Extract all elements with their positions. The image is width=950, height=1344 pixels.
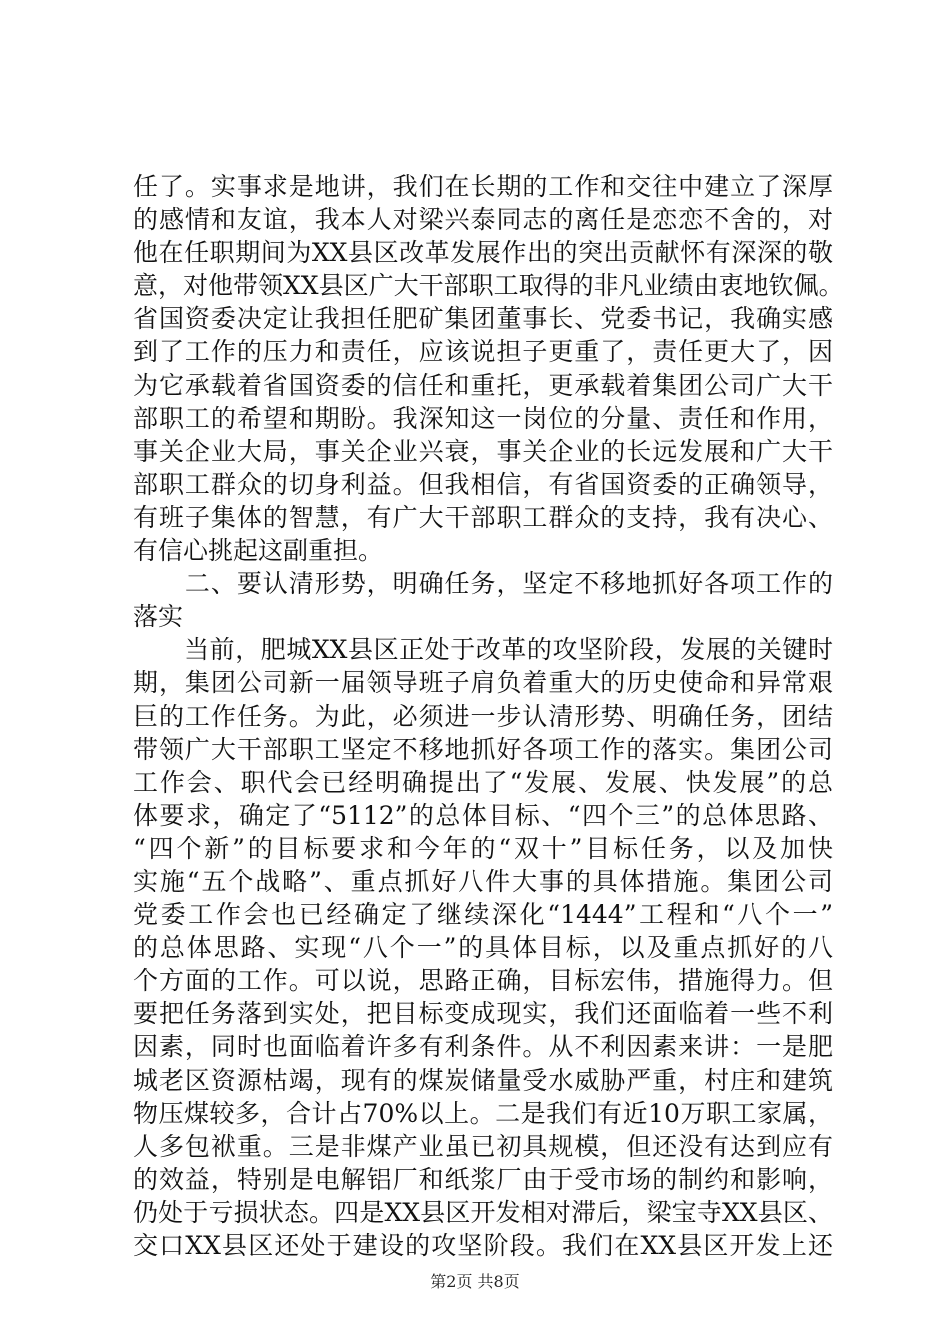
text-line: 部职工的希望和期盼。我深知这一岗位的分量、责任和作用， — [133, 403, 833, 433]
text-line: 意，对他带领XX县区广大干部职工取得的非凡业绩由衷地钦佩。 — [133, 271, 844, 301]
text-line: 事关企业大局，事关企业兴衰，事关企业的长远发展和广大干 — [133, 436, 833, 466]
text-line: 的总体思路、实现“八个一”的具体目标，以及重点抓好的八 — [133, 933, 833, 963]
text-line: 仍处于亏损状态。四是XX县区开发相对滞后，梁宝寺XX县区、 — [133, 1197, 833, 1227]
text-line: 部职工群众的切身利益。但我相信，有省国资委的正确领导， — [133, 469, 833, 499]
text-line: 他在任职期间为XX县区改革发展作出的突出贡献怀有深深的敬 — [133, 238, 833, 268]
page-footer: 第2页 共8页 — [430, 1272, 520, 1291]
text-line: 体要求，确定了“5112”的总体目标、“四个三”的总体思路、 — [133, 800, 833, 830]
text-line: 省国资委决定让我担任肥矿集团董事长、党委书记，我确实感 — [133, 304, 833, 334]
document-body — [133, 170, 844, 1262]
text-line: 有信心挑起这副重担。 — [133, 536, 384, 566]
text-line: 到了工作的压力和责任，应该说担子更重了，责任更大了，因 — [133, 337, 833, 367]
text-line: 当前，肥城XX县区正处于改革的攻坚阶段，发展的关键时 — [133, 635, 833, 665]
text-line: 落实 — [133, 602, 184, 632]
text-line: 个方面的工作。可以说，思路正确，目标宏伟，措施得力。但 — [133, 966, 833, 996]
text-line: 巨的工作任务。为此，必须进一步认清形势、明确任务，团结 — [133, 701, 833, 731]
text-line: 城老区资源枯竭，现有的煤炭储量受水威胁严重，村庄和建筑 — [133, 1065, 833, 1095]
text-line: 二、要认清形势，明确任务，坚定不移地抓好各项工作的 — [133, 569, 833, 599]
text-line: 物压煤较多，合计占70%以上。二是我们有近10万职工家属， — [133, 1098, 833, 1128]
text-line: 党委工作会也已经确定了继续深化“1444”工程和“八个一” — [133, 900, 833, 930]
text-line: 的效益，特别是电解铝厂和纸浆厂由于受市场的制约和影响， — [133, 1164, 833, 1194]
text-line: 的感情和友谊，我本人对梁兴泰同志的离任是恋恋不舍的，对 — [133, 205, 833, 235]
text-line: 人多包袱重。三是非煤产业虽已初具规模，但还没有达到应有 — [133, 1131, 833, 1161]
text-line: 为它承载着省国资委的信任和重托，更承载着集团公司广大干 — [133, 370, 833, 400]
text-line: 工作会、职代会已经明确提出了“发展、发展、快发展”的总 — [133, 767, 833, 797]
text-line: 交口XX县区还处于建设的攻坚阶段。我们在XX县区开发上还 — [133, 1231, 833, 1260]
text-line: 期，集团公司新一届领导班子肩负着重大的历史使命和异常艰 — [133, 668, 833, 698]
text-line: 因素，同时也面临着许多有利条件。从不利因素来讲：一是肥 — [133, 1032, 833, 1062]
text-line: 有班子集体的智慧，有广大干部职工群众的支持，我有决心、 — [133, 502, 833, 532]
text-line: 实施“五个战略”、重点抓好八件大事的具体措施。集团公司 — [133, 866, 833, 896]
text-line: 任了。实事求是地讲，我们在长期的工作和交往中建立了深厚 — [133, 172, 833, 201]
text-line: 带领广大干部职工坚定不移地抓好各项工作的落实。集团公司 — [133, 734, 833, 764]
text-line: “四个新”的目标要求和今年的“双十”目标任务，以及加快 — [133, 833, 833, 863]
text-line: 要把任务落到实处，把目标变成现实，我们还面临着一些不利 — [133, 999, 833, 1029]
